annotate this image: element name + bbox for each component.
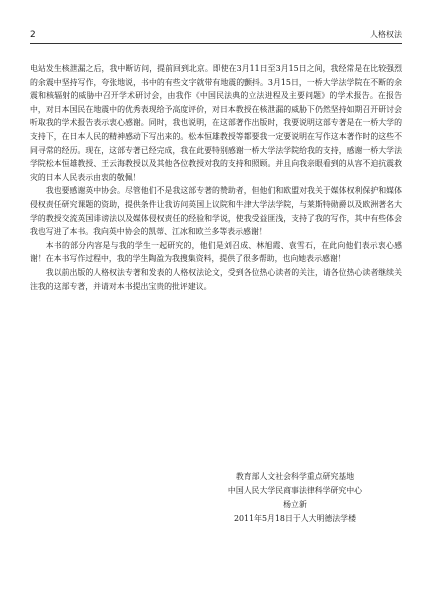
paragraph-continuation: 电站发生核泄漏之后，我中断访问，提前回到北京。即使在3月11日至3月15日之间，我经常是在比较强烈的余震中坚持写作，夸张地说，书中的有些文字就带有地震的颤抖。3月15日，一桥大学法学院在不断的余震和核辐射的威胁中召开学术研讨会，由我作《中国民法典的立法进程及主要问题》的学术报告。在报告中，对日本国民在地震中的优秀表现给予高度评价，对日本教授在核泄漏的威胁下仍然坚持如期召开研讨会听取我的学术报告表示衷心感谢。同时，我也说明，在这部著作出版时，我要说明这部专著是在一桥大学的支持下，在日本人民的精神感动下写出来的。松本恒雄教授等都要我一定要说明在写作这本著作时的这些不同寻常的经历。现在，这部专著已经完成，我在此要特别感谢一桥大学法学院给我的支持，感谢一桥大学法学院松本恒雄教授、王云海教授以及其他各位教授对我的支持和照顾。并且向我亲眼看到的从容不迫抗震救灾的日本人民表示由衷的敬佩！: [30, 64, 402, 182]
signature-institution-1: 教育部人文社会科学重点研究基地: [235, 472, 355, 481]
header-rule: [30, 43, 402, 44]
main-text: [30, 62, 402, 293]
paragraph: 我也要感谢英中协会。尽管他们不是我这部专著的赞助者，但他们和欧盟对我关于媒体权利保护和媒体侵权责任研究课题的资助，提供条件让我访问英国上议院和牛津大学法学院，与莱斯特勋爵以及欧洲著名大学的教授交流英国诽谤法以及媒体侵权责任的经验和学说，使我受益匪浅，支持了我的写作，其中有些体会我也写进了本书。我向英中协会的凯蒂、江冰和欧兰多等表示感谢！: [30, 186, 402, 237]
paragraph: 我以前出版的人格权法专著和发表的人格权法论文，受到各位热心读者的关注，请各位热心读者继续关注我的这部专著，并请对本书提出宝贵的批评建议。: [30, 267, 402, 291]
signature-author: 杨立新: [283, 500, 307, 509]
signature-block: [0, 470, 432, 526]
paragraph: 本书的部分内容是与我的学生一起研究的，他们是刘召成、林旭霞、袁雪石，在此向他们表示衷心感谢！在本书写作过程中，我的学生陶盈为我搜集资料，提供了很多帮助，也向她表示感谢！: [30, 240, 402, 264]
signature-institution-2: 中国人民大学民商事法律科学研究中心: [227, 486, 363, 495]
running-title: 人格权法: [370, 30, 402, 39]
page-number: 2: [30, 30, 36, 40]
page-header: [30, 28, 402, 42]
signature-date: 2011年5月18日于人大明德法学楼: [234, 514, 356, 523]
